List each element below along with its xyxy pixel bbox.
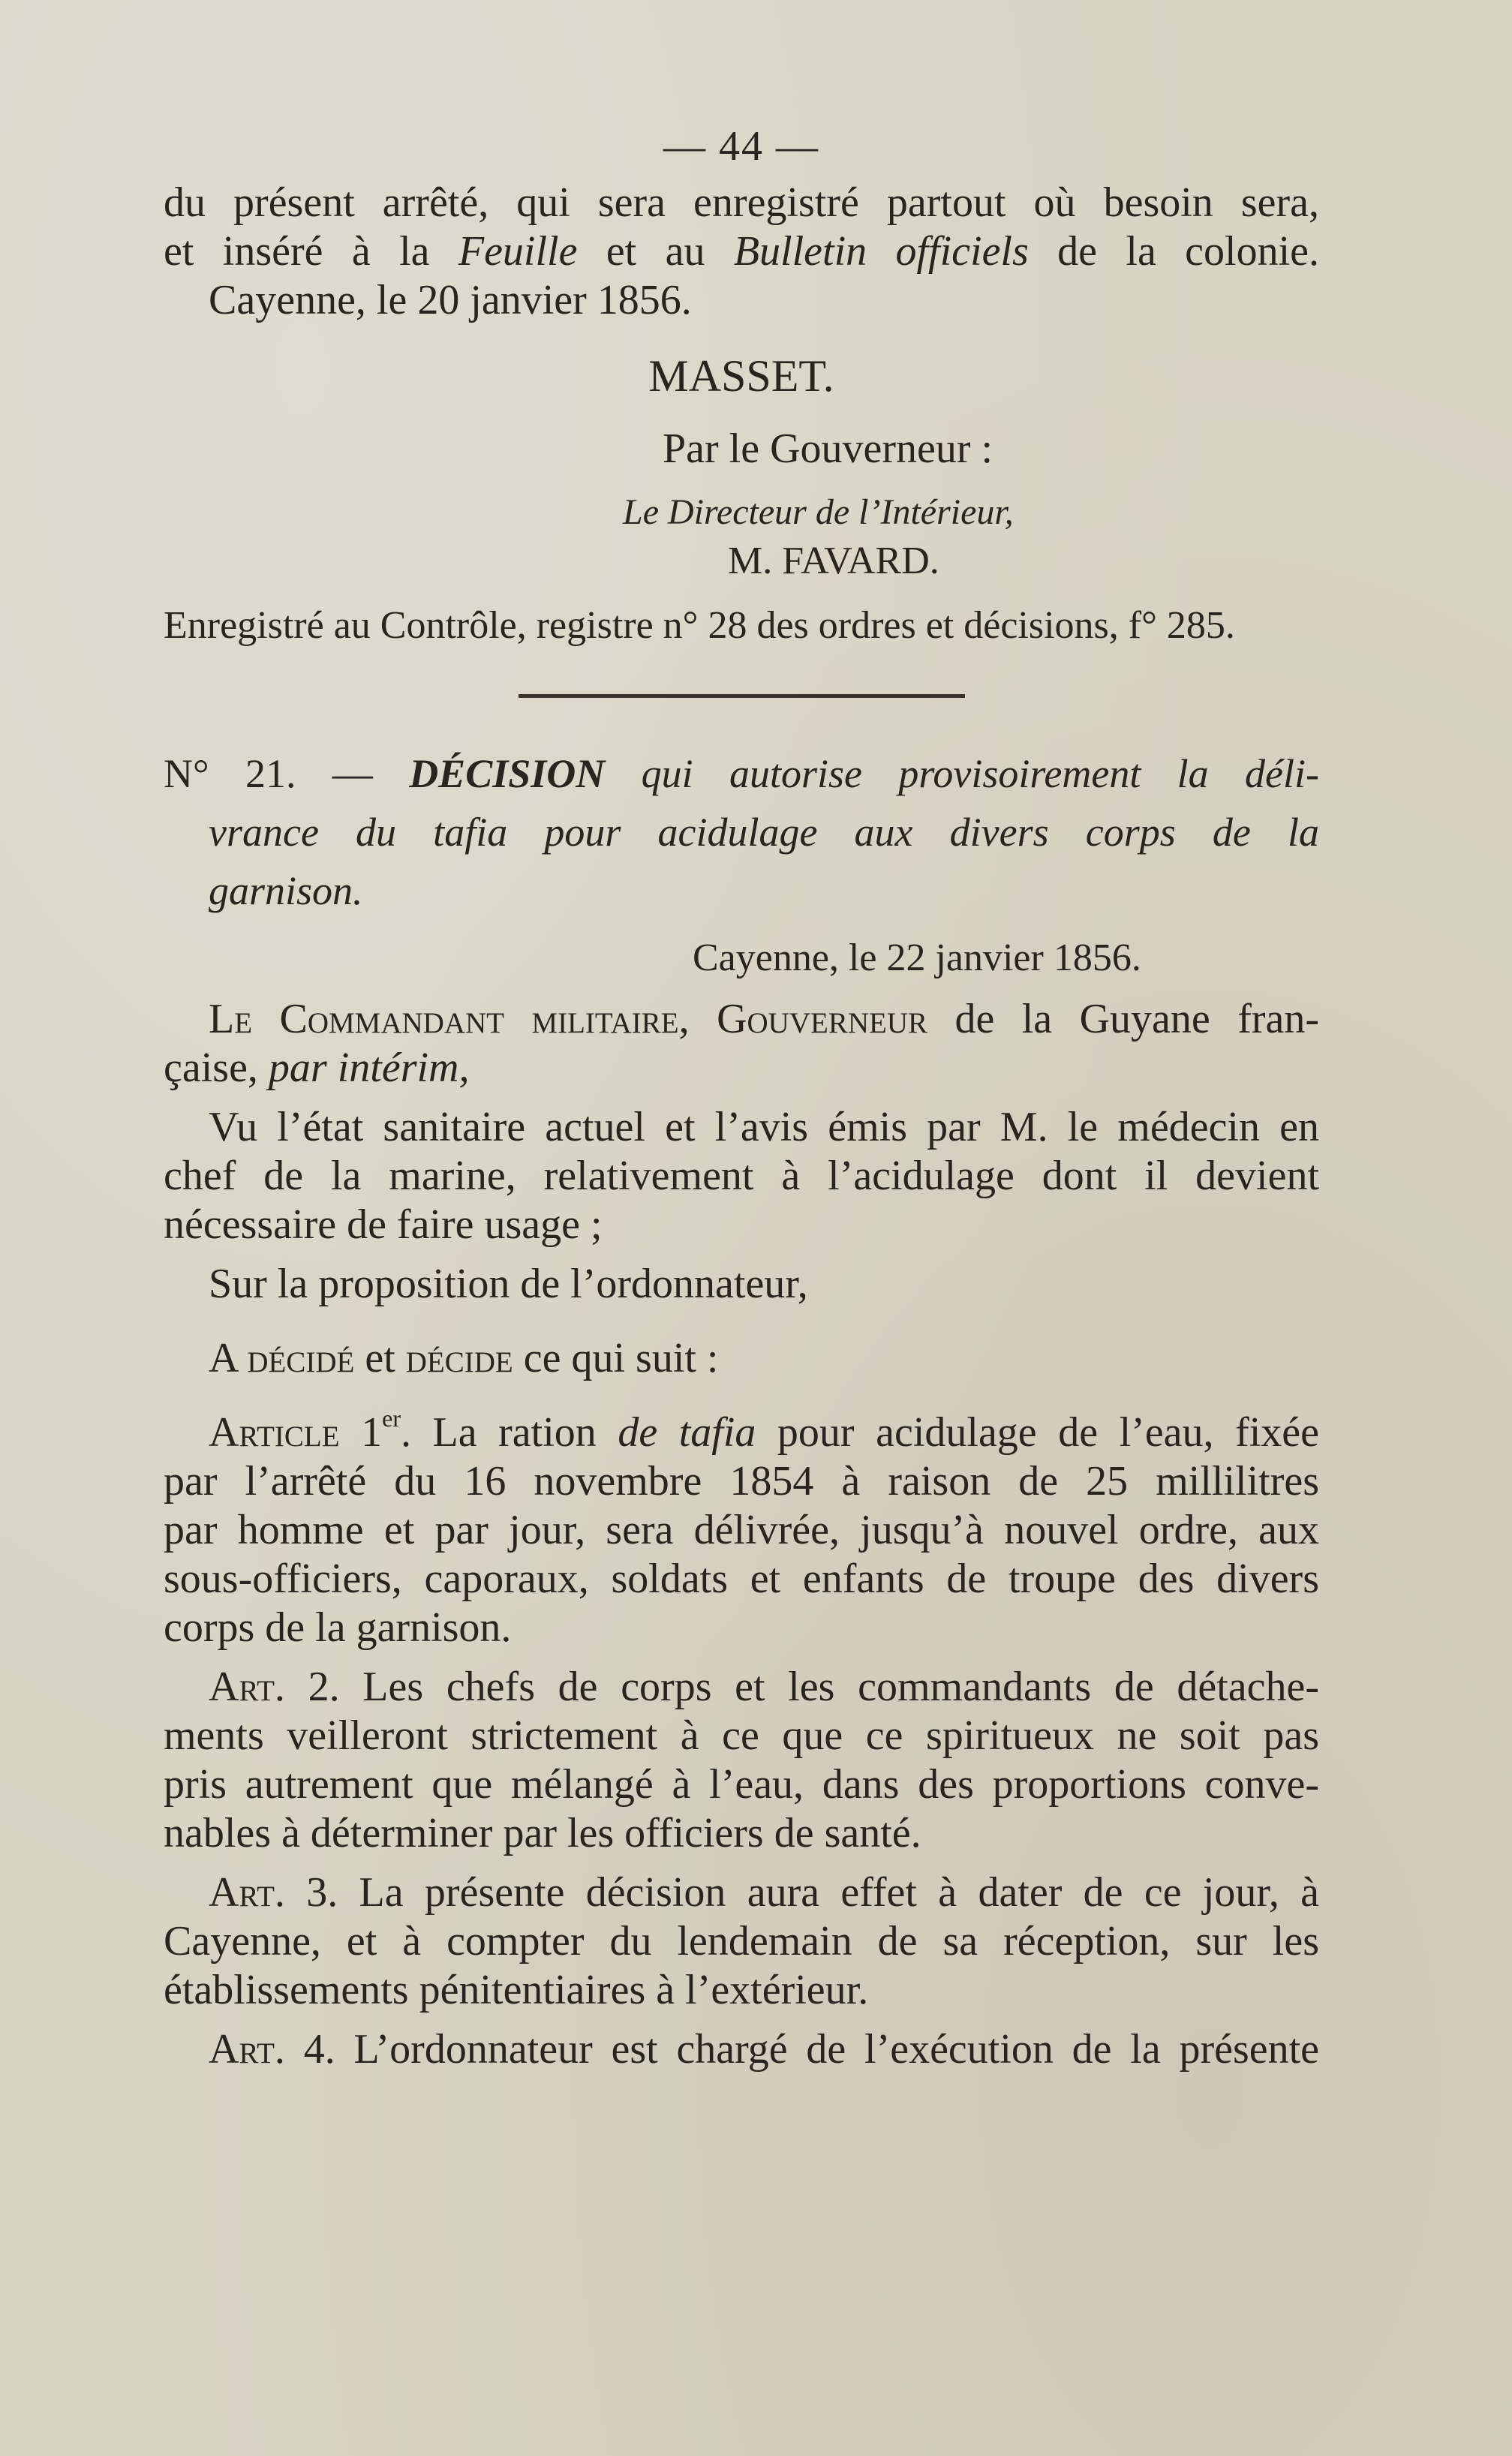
page-number: — 44 — bbox=[663, 123, 819, 170]
article-1-line-2: par l’arrêté du 16 novembre 1854 à raison de 25 millilitres bbox=[164, 1458, 1319, 1505]
article-4-line-1 bbox=[164, 2025, 1319, 2074]
decision-keyword: DÉCISION bbox=[409, 751, 606, 796]
decide-text: et bbox=[354, 1335, 406, 1381]
intro-text: et inséré à la bbox=[164, 228, 458, 275]
article-1-line-3: par homme et par jour, sera délivrée, jusqu’à nouvel ordre, aux bbox=[164, 1507, 1319, 1553]
signatory-person: M. FAVARD. bbox=[728, 540, 939, 582]
article-text: . La ration bbox=[400, 1409, 618, 1456]
decide-text: décide bbox=[405, 1335, 513, 1381]
preamble-line-2 bbox=[164, 1044, 1319, 1093]
section-divider bbox=[519, 694, 965, 698]
article-label: Art. 2 bbox=[209, 1664, 329, 1710]
feuille-title: Feuille bbox=[458, 228, 578, 275]
decide-text: ce qui suit : bbox=[513, 1335, 719, 1381]
authority-title: Le Commandant militaire bbox=[209, 996, 679, 1042]
article-2-line-3: pris autrement que mélangé à l’eau, dans des proportions conve- bbox=[164, 1761, 1319, 1808]
intro-line-1: du présent arrêté, qui sera enregistré partout où besoin sera, bbox=[164, 179, 1319, 226]
decision-heading-text: qui autorise provisoirement la déli- bbox=[605, 751, 1319, 796]
governor-title: Gouverneur bbox=[717, 996, 927, 1042]
intro-line-2 bbox=[164, 227, 1319, 276]
intro-text: de la colonie. bbox=[1028, 228, 1319, 275]
decide-text: A bbox=[209, 1335, 248, 1381]
preamble-text: de la Guyane fran- bbox=[927, 996, 1319, 1042]
vu-line-2: chef de la marine, relativement à l’acidulage dont il devient bbox=[164, 1153, 1319, 1199]
signatory-name: MASSET. bbox=[648, 351, 834, 401]
article-text: . L’ordonnateur est chargé de l’exécution de la présente bbox=[324, 2026, 1320, 2073]
preamble-text: , bbox=[678, 996, 717, 1042]
article-1-line-4: sous-officiers, caporaux, soldats et enfants de troupe des divers bbox=[164, 1556, 1319, 1602]
article-1-line-1 bbox=[164, 1405, 1319, 1457]
vu-line-3: nécessaire de faire usage ; bbox=[164, 1201, 603, 1248]
intro-text: et au bbox=[577, 228, 734, 275]
interim-note: par intérim, bbox=[268, 1045, 470, 1091]
document-page bbox=[164, 120, 1319, 2074]
decision-heading-line-3: garnison. bbox=[209, 868, 363, 913]
preamble-text: çaise, bbox=[164, 1045, 269, 1091]
signatory-by: Par le Gouverneur : bbox=[663, 425, 993, 472]
article-superscript: er bbox=[382, 1405, 401, 1432]
article-label: Article 1 bbox=[209, 1409, 383, 1456]
signatory-title: Le Directeur de l’Intérieur, bbox=[623, 492, 1014, 532]
article-label: Art. 4 bbox=[209, 2026, 325, 2073]
article-1-line-5: corps de la garnison. bbox=[164, 1604, 512, 1651]
article-2-line-2: ments veilleront strictement à ce que ce spiritueux ne soit pas bbox=[164, 1712, 1319, 1759]
intro-date: Cayenne, le 20 janvier 1856. bbox=[209, 277, 692, 323]
article-2-line-4: nables à déterminer par les officiers de santé. bbox=[164, 1810, 921, 1856]
article-3-line-3: établissements pénitentiaires à l’extérieur. bbox=[164, 1967, 869, 2013]
article-label: Art. 3 bbox=[209, 1869, 328, 1916]
sur-line: Sur la proposition de l’ordonnateur, bbox=[209, 1261, 808, 1307]
article-text: . La présente décision aura effet à dater de ce jour, à bbox=[327, 1869, 1319, 1916]
decide-text: décidé bbox=[247, 1335, 355, 1381]
preamble-line-1 bbox=[164, 995, 1319, 1044]
article-text: de tafia bbox=[618, 1409, 756, 1456]
article-text: . Les chefs de corps et les commandants de détache- bbox=[329, 1664, 1320, 1710]
article-text: pour acidulage de l’eau, fixée bbox=[756, 1409, 1319, 1456]
decision-heading-line-2: vrance du tafia pour acidulage aux divers corps de la bbox=[209, 810, 1319, 855]
decide-line bbox=[164, 1334, 1319, 1383]
decision-number: N° 21. — bbox=[164, 751, 410, 796]
decision-heading-line-1 bbox=[164, 744, 1319, 803]
article-2-line-1 bbox=[164, 1663, 1319, 1712]
decision-dateline: Cayenne, le 22 janvier 1856. bbox=[693, 936, 1141, 979]
vu-line-1: Vu l’état sanitaire actuel et l’avis émis par M. le médecin en bbox=[209, 1104, 1319, 1150]
decision-heading bbox=[164, 744, 1319, 920]
article-3-line-1 bbox=[164, 1868, 1319, 1917]
article-3-line-2: Cayenne, et à compter du lendemain de sa réception, sur les bbox=[164, 1918, 1319, 1964]
registry-note: Enregistré au Contrôle, registre n° 28 des ordres et décisions, f° 285. bbox=[164, 604, 1235, 647]
bulletin-title: Bulletin officiels bbox=[733, 228, 1029, 275]
